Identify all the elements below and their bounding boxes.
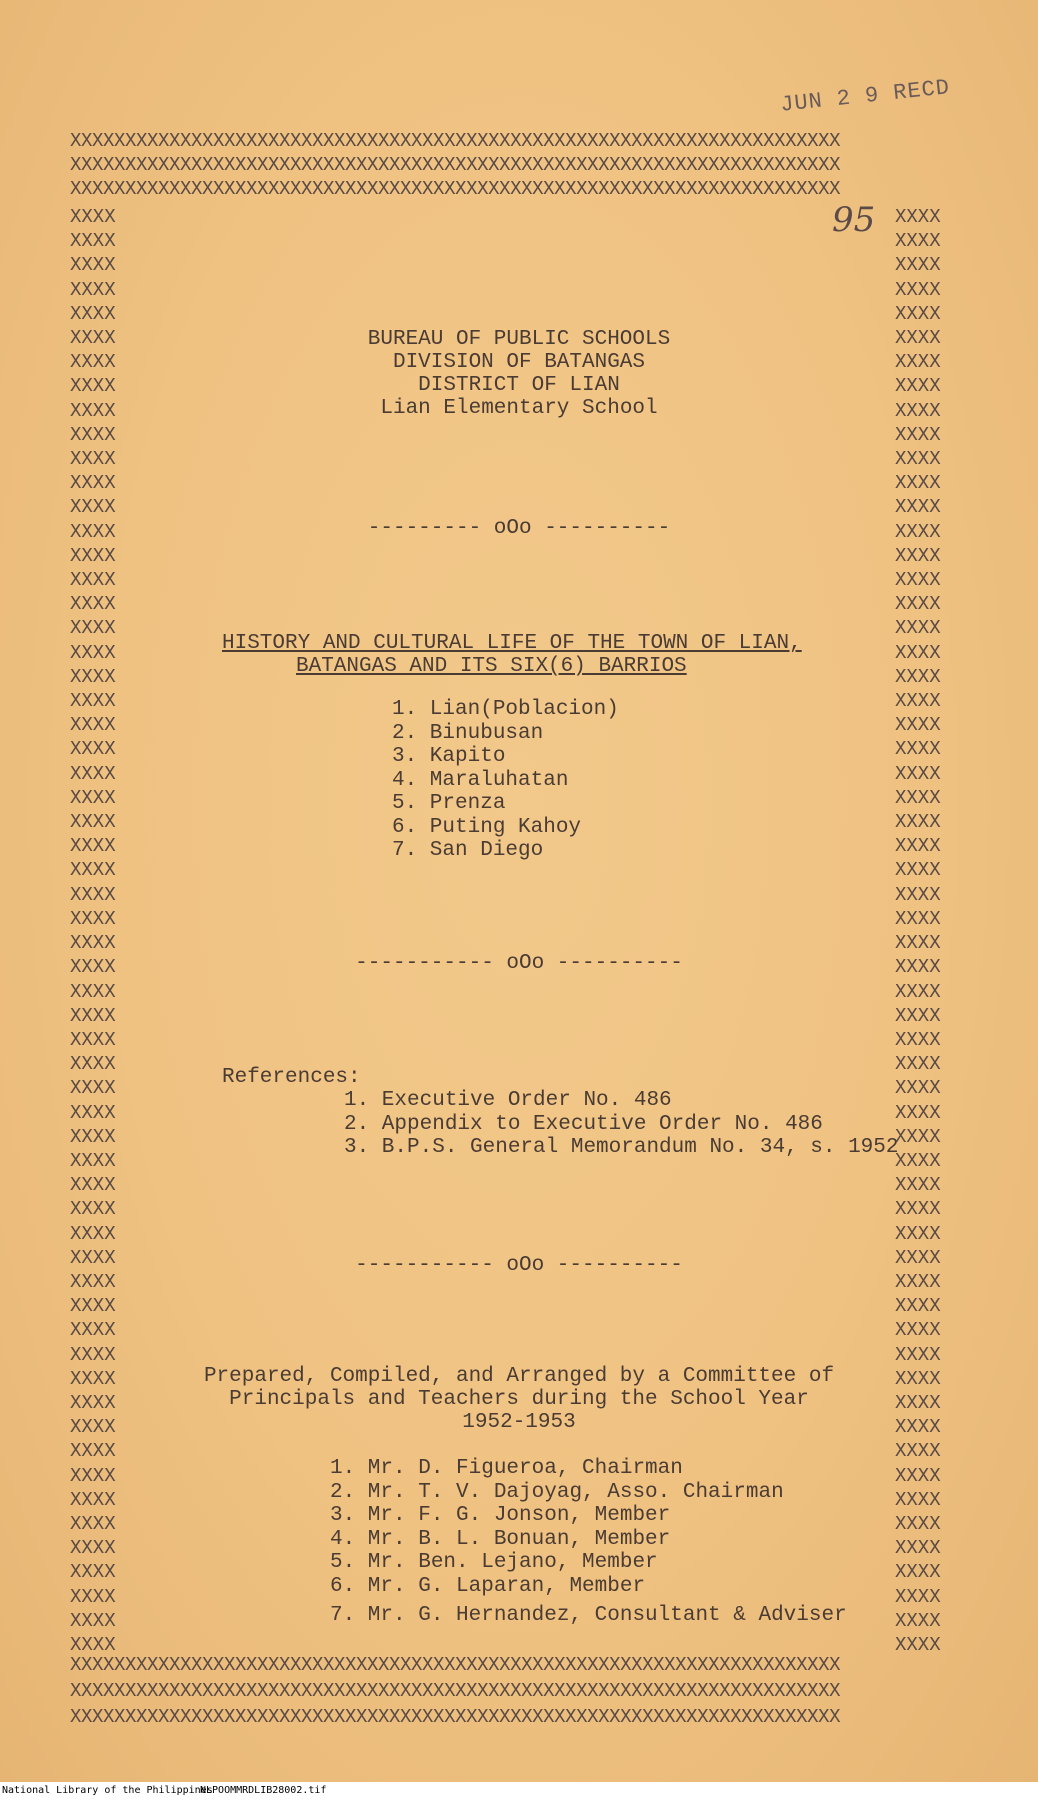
border-token: XXXX (895, 1585, 941, 1608)
border-token: XXXX (70, 593, 116, 616)
border-token: XXXX (895, 811, 941, 834)
committee-list (330, 1457, 847, 1628)
list-item: 2. Appendix to Executive Order No. 486 (344, 1112, 823, 1136)
border-token: XXXX (70, 1053, 116, 1076)
border-token: XXXX (70, 738, 116, 761)
border-token: XXXX (70, 1295, 116, 1318)
border-token: XXXX (895, 206, 941, 228)
border-token: XXXX (70, 1004, 116, 1027)
border-token: XXXX (70, 1391, 116, 1414)
border-token: XXXX (70, 762, 116, 785)
list-item: 3. Mr. F. G. Jonson, Member (330, 1504, 671, 1527)
list-item: 6. Mr. G. Laparan, Member (330, 1574, 646, 1598)
border-token: XXXX (895, 956, 941, 979)
border-token: XXXX (70, 1246, 116, 1269)
border-token: XXXX (895, 1464, 941, 1487)
border-token: XXXX (895, 1537, 941, 1560)
list-item: 7. San Diego (392, 839, 544, 862)
border-token: XXXX (895, 472, 941, 495)
header-division: DIVISION OF BATANGAS (392, 351, 646, 374)
border-token: XXXX (895, 835, 941, 858)
border-token: XXXX (895, 1440, 941, 1463)
list-item: 5. Prenza (392, 792, 506, 815)
footer-library-name: National Library of the Philippines (2, 1785, 213, 1796)
document-title-line2: BATANGAS AND ITS SIX(6) BARRIOS (296, 655, 687, 678)
border-token: XXXX (895, 448, 941, 471)
border-token: XXXX (70, 206, 116, 228)
header-bureau: BUREAU OF PUBLIC SCHOOLS (367, 328, 671, 351)
border-token: XXXX (895, 1319, 941, 1342)
received-stamp: JUN 2 9 RECD (779, 75, 952, 118)
list-item: 3. B.P.S. General Memorandum No. 34, s. 1952 (344, 1136, 899, 1159)
list-item: 6. Puting Kahoy (392, 815, 582, 839)
border-token: XXXX (70, 835, 116, 858)
border-token: XXXX (70, 399, 116, 422)
border-token: XXXX (895, 1561, 941, 1584)
border-token: XXXX (895, 690, 941, 713)
border-token: XXXX (70, 1416, 116, 1439)
separator: ----------- oOo ---------- (355, 952, 683, 975)
border-token: XXXX (70, 665, 116, 688)
border-token: XXXX (70, 1609, 116, 1632)
border-token: XXXX (895, 278, 941, 301)
border-token: XXXX (70, 1464, 116, 1487)
bottom-border-row: XXXXXXXXXXXXXXXXXXXXXXXXXXXXXXXXXXXXXXXXXXXXXXXXXXXXXXXXXXXXXXXXXXXXXX (70, 1680, 841, 1702)
handwritten-page-number: 95 (832, 200, 876, 240)
archive-footer (0, 1782, 1038, 1800)
border-token: XXXX (895, 762, 941, 785)
border-token: XXXX (895, 1488, 941, 1511)
top-border-row: XXXXXXXXXXXXXXXXXXXXXXXXXXXXXXXXXXXXXXXXXXXXXXXXXXXXXXXXXXXXXXXXXXXXXX (70, 130, 841, 152)
border-token: XXXX (70, 617, 116, 640)
border-token: XXXX (70, 1585, 116, 1608)
border-token: XXXX (70, 375, 116, 398)
border-token: XXXX (895, 327, 941, 350)
border-token: XXXX (895, 569, 941, 592)
border-token: XXXX (70, 1367, 116, 1390)
border-token: XXXX (70, 859, 116, 882)
border-token: XXXX (70, 544, 116, 567)
references-heading: References: (222, 1066, 361, 1089)
border-token: XXXX (70, 1270, 116, 1293)
border-token: XXXX (895, 932, 941, 955)
border-token: XXXX (895, 423, 941, 446)
border-token: XXXX (895, 1053, 941, 1076)
border-token: XXXX (895, 1512, 941, 1535)
border-token: XXXX (895, 302, 941, 325)
border-token: XXXX (895, 1391, 941, 1414)
border-token: XXXX (70, 327, 116, 350)
border-token: XXXX (70, 302, 116, 325)
border-token: XXXX (895, 254, 941, 277)
border-token: XXXX (895, 544, 941, 567)
border-token: XXXX (895, 1367, 941, 1390)
list-item: 1. Executive Order No. 486 (344, 1089, 672, 1112)
barrio-list (392, 698, 619, 863)
border-token: XXXX (895, 1028, 941, 1051)
border-token: XXXX (70, 980, 116, 1003)
references-list (344, 1089, 899, 1160)
border-token: XXXX (895, 1004, 941, 1027)
border-token: XXXX (895, 1101, 941, 1124)
border-token: XXXX (895, 786, 941, 809)
border-token: XXXX (895, 714, 941, 737)
border-token: XXXX (895, 1343, 941, 1366)
border-token: XXXX (895, 1609, 941, 1632)
border-token: XXXX (70, 1633, 116, 1656)
border-token: XXXX (895, 1295, 941, 1318)
border-token: XXXX (895, 1270, 941, 1293)
border-token: XXXX (895, 980, 941, 1003)
list-item: 4. Mr. B. L. Bonuan, Member (330, 1527, 671, 1551)
separator: ----------- oOo ---------- (355, 1254, 683, 1277)
prepared-by-line2: Principals and Teachers during the School Year (229, 1388, 809, 1411)
border-token: XXXX (70, 1319, 116, 1342)
border-token: XXXX (70, 1561, 116, 1584)
border-token: XXXX (70, 690, 116, 713)
document-title-line1: HISTORY AND CULTURAL LIFE OF THE TOWN OF LIAN, (222, 632, 802, 655)
border-token: XXXX (70, 883, 116, 906)
border-token: XXXX (70, 1198, 116, 1221)
list-item: 3. Kapito (392, 745, 506, 768)
border-token: XXXX (70, 569, 116, 592)
left-border-column (70, 205, 130, 1657)
border-token: XXXX (70, 520, 116, 543)
border-token: XXXX (895, 907, 941, 930)
border-token: XXXX (70, 230, 116, 253)
border-token: XXXX (895, 1077, 941, 1100)
border-token: XXXX (70, 641, 116, 664)
list-item: 5. Mr. Ben. Lejano, Member (330, 1551, 658, 1574)
border-token: XXXX (895, 665, 941, 688)
border-token: XXXX (70, 907, 116, 930)
border-token: XXXX (70, 1537, 116, 1560)
border-token: XXXX (70, 1077, 116, 1100)
header-district: DISTRICT OF LIAN (418, 374, 620, 397)
border-token: XXXX (70, 423, 116, 446)
border-token: XXXX (70, 496, 116, 519)
border-token: XXXX (895, 617, 941, 640)
border-token: XXXX (70, 811, 116, 834)
border-token: XXXX (70, 1222, 116, 1245)
border-token: XXXX (70, 1149, 116, 1172)
list-item: 4. Maraluhatan (392, 768, 569, 792)
list-item: 2. Binubusan (392, 721, 544, 745)
border-token: XXXX (70, 956, 116, 979)
border-token: XXXX (895, 520, 941, 543)
border-token: XXXX (70, 278, 116, 301)
border-token: XXXX (70, 932, 116, 955)
border-token: XXXX (895, 230, 941, 253)
border-token: XXXX (70, 1028, 116, 1051)
border-token: XXXX (70, 1174, 116, 1197)
prepared-by-line1: Prepared, Compiled, and Arranged by a Committee of (203, 1365, 835, 1388)
border-token: XXXX (70, 714, 116, 737)
border-token: XXXX (895, 738, 941, 761)
separator: --------- oOo ---------- (367, 517, 671, 540)
border-token: XXXX (895, 593, 941, 616)
border-token: XXXX (895, 1174, 941, 1197)
border-token: XXXX (895, 1222, 941, 1245)
border-token: XXXX (895, 375, 941, 398)
border-token: XXXX (895, 1246, 941, 1269)
border-token: XXXX (70, 1488, 116, 1511)
border-token: XXXX (895, 399, 941, 422)
border-token: XXXX (70, 1343, 116, 1366)
border-token: XXXX (70, 1512, 116, 1535)
border-token: XXXX (895, 1125, 941, 1148)
bottom-border-row: XXXXXXXXXXXXXXXXXXXXXXXXXXXXXXXXXXXXXXXXXXXXXXXXXXXXXXXXXXXXXXXXXXXXXX (70, 1706, 841, 1728)
list-item: 1. Lian(Poblacion) (392, 698, 619, 721)
header-school: Lian Elementary School (380, 397, 658, 420)
list-item: 7. Mr. G. Hernandez, Consultant & Adviser (330, 1604, 847, 1627)
border-token: XXXX (70, 351, 116, 374)
border-token: XXXX (70, 1101, 116, 1124)
border-token: XXXX (70, 1125, 116, 1148)
border-token: XXXX (895, 883, 941, 906)
border-token: XXXX (895, 496, 941, 519)
right-border-column (895, 205, 955, 1657)
bottom-border-row: XXXXXXXXXXXXXXXXXXXXXXXXXXXXXXXXXXXXXXXXXXXXXXXXXXXXXXXXXXXXXXXXXXXXXX (70, 1654, 841, 1676)
border-token: XXXX (895, 1416, 941, 1439)
footer-filename: NLPOOMMRDLIB28002.tif (200, 1785, 327, 1796)
list-item: 1. Mr. D. Figueroa, Chairman (330, 1457, 683, 1480)
border-token: XXXX (895, 641, 941, 664)
border-token: XXXX (895, 1149, 941, 1172)
border-token: XXXX (70, 786, 116, 809)
list-item: 2. Mr. T. V. Dajoyag, Asso. Chairman (330, 1480, 784, 1504)
border-token: XXXX (895, 1633, 941, 1656)
top-border-row: XXXXXXXXXXXXXXXXXXXXXXXXXXXXXXXXXXXXXXXXXXXXXXXXXXXXXXXXXXXXXXXXXXXXXX (70, 178, 841, 200)
border-token: XXXX (895, 351, 941, 374)
top-border-row: XXXXXXXXXXXXXXXXXXXXXXXXXXXXXXXXXXXXXXXXXXXXXXXXXXXXXXXXXXXXXXXXXXXXXX (70, 154, 841, 176)
border-token: XXXX (70, 254, 116, 277)
school-year: 1952-1953 (462, 1411, 576, 1434)
border-token: XXXX (70, 1440, 116, 1463)
border-token: XXXX (70, 472, 116, 495)
border-token: XXXX (895, 1198, 941, 1221)
border-token: XXXX (70, 448, 116, 471)
border-token: XXXX (895, 859, 941, 882)
